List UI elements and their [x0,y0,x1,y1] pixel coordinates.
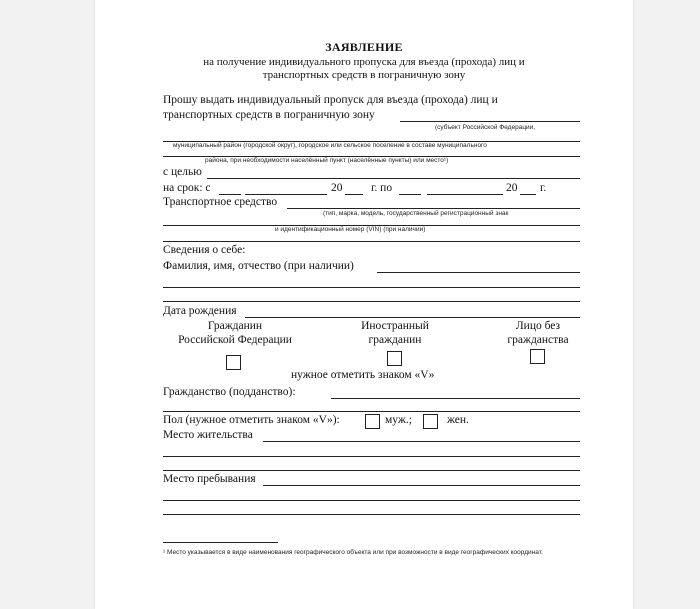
vehicle-line-3[interactable] [163,241,580,242]
stateless-label1: Лицо без [515,320,561,332]
term-prefix: на срок: с [163,182,211,194]
female-checkbox[interactable] [423,414,438,429]
citizen-rf-label1: Гражданин [207,320,263,332]
name-line-3[interactable] [163,301,580,302]
request-text-line2: транспортных средств в пограничную зону [163,109,375,121]
hint-vehicle1: (тип, марка, модель, государственный регистрационный знак [323,210,509,217]
footnote [163,548,580,557]
purpose-label: с целью [163,166,202,178]
about-label: Сведения о себе: [163,244,246,256]
document-page [95,0,633,609]
term-from-day-line[interactable] [219,194,241,195]
citizenship-label: Гражданство (подданство): [163,386,296,398]
term-year2: 20 [506,182,518,194]
vehicle-line[interactable] [287,208,580,209]
residence-line-2[interactable] [163,456,580,457]
residence-line-3[interactable] [163,470,580,471]
stay-line[interactable] [263,485,580,486]
term-from-month-line[interactable] [245,194,327,195]
gender-label: Пол (нужное отметить знаком «V»): [163,414,340,426]
term-to-month-line[interactable] [427,194,503,195]
form-subtitle-line1: на получение индивидуального пропуска для въезда (прохода) лиц и [203,56,525,68]
name-line-2[interactable] [163,287,580,288]
footnote-mark: ¹ [163,549,166,556]
residence-label: Место жительства [163,429,253,441]
term-suffix: г. [540,182,547,194]
stay-line-2[interactable] [163,500,580,501]
female-label: жен. [447,414,469,426]
stay-line-3[interactable] [163,514,580,515]
male-checkbox[interactable] [365,414,380,429]
foreign-citizen-label2: гражданин [368,334,422,346]
hint-district: района, при необходимости населённый пункт (населённые пункты) или место¹) [205,157,449,164]
foreign-citizen-checkbox[interactable] [387,351,402,366]
stateless-checkbox[interactable] [530,349,545,364]
hint-subject: (субъект Российской Федерации, [435,124,536,131]
vehicle-label: Транспортное средство [163,196,278,208]
purpose-line[interactable] [207,178,580,179]
citizenship-line[interactable] [331,398,580,399]
residence-line[interactable] [263,441,580,442]
footnote-text: Место указывается в виде наименования географического объекта или при возможности в виде географических координат. [166,549,543,556]
hint-vehicle2: и идентификационный номер (VIN) (при наличии) [275,226,426,233]
male-label: муж.; [385,414,412,426]
mark-note: нужное отметить знаком «V» [291,369,435,381]
form-title: ЗАЯВЛЕНИЕ [325,40,403,54]
name-label: Фамилия, имя, отчество (при наличии) [163,260,354,272]
request-text-line1: Прошу выдать индивидуальный пропуск для въезда (прохода) лиц и [163,94,498,106]
birth-label: Дата рождения [163,305,237,317]
border-zone-line[interactable] [400,121,580,122]
footnote-separator [163,542,278,543]
stay-label: Место пребывания [163,473,256,485]
term-from-year-line[interactable] [345,194,363,195]
foreign-citizen-label1: Иностранный [361,320,429,332]
name-line[interactable] [377,272,580,273]
citizen-rf-checkbox[interactable] [226,355,241,370]
citizenship-line-2[interactable] [163,411,580,412]
term-mid: г. по [371,182,393,194]
form-subtitle-line2: транспортных средств в пограничную зону [262,69,466,81]
term-year1: 20 [331,182,343,194]
birth-line[interactable] [245,317,580,318]
term-to-year-line[interactable] [520,194,536,195]
hint-municipal: муниципальный район (городской округ), городское или сельское поселение в составе муниципального [173,142,487,149]
citizen-rf-label2: Российской Федерации [178,334,292,346]
term-to-day-line[interactable] [399,194,421,195]
stateless-label2: гражданства [507,334,569,346]
